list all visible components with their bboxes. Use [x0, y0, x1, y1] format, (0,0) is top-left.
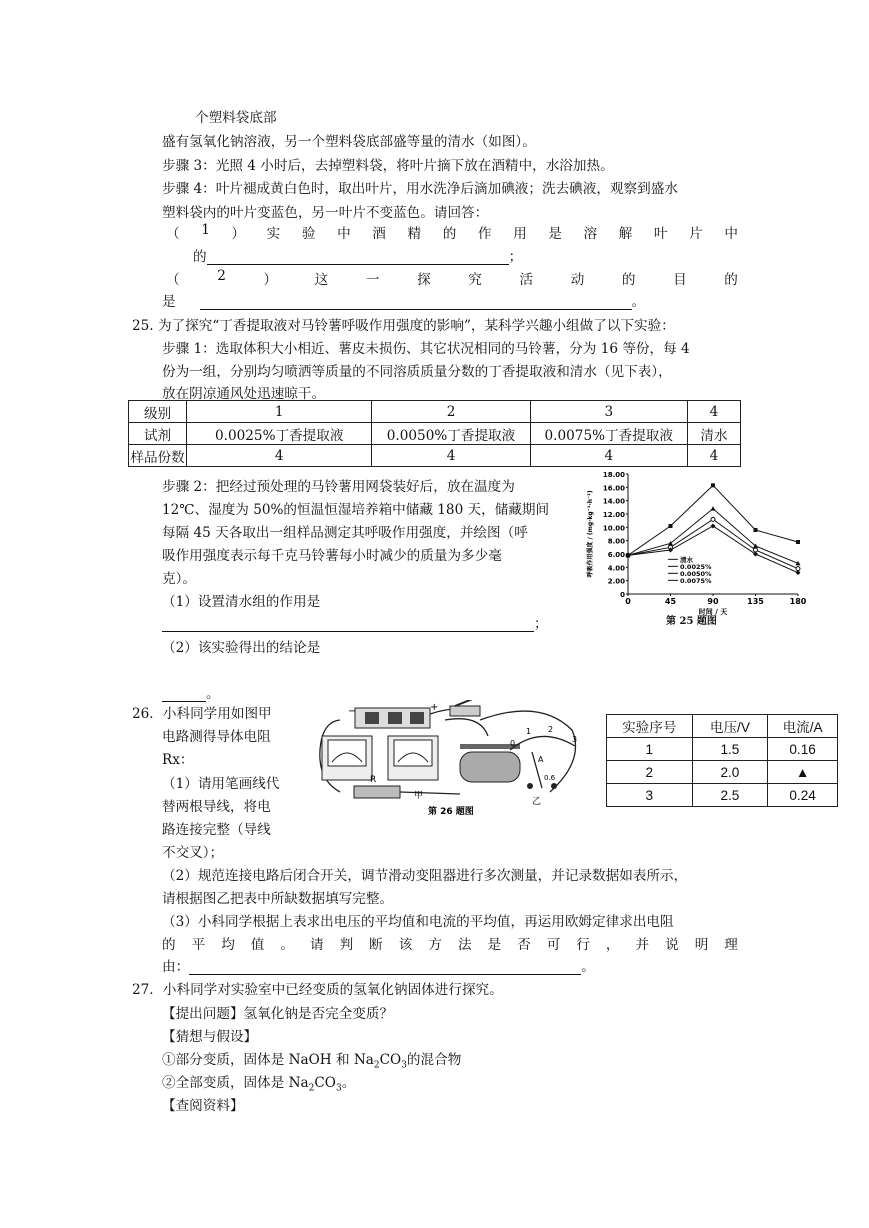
q25-title: 25. 为了探究“丁香提取液对马铃薯呼吸作用强度的影响”，某科学兴趣小组做了以下实验：: [132, 318, 675, 334]
q27-question: 【提出问题】氢氧化钠是否完全变质？: [162, 1006, 394, 1022]
q25-step2-4: 吸作用强度表示每千克马铃薯每小时减少的质量为多少毫: [162, 548, 502, 564]
dial-tick: 0: [510, 739, 516, 748]
q26-line-2: 电路测得导体电阻: [162, 729, 271, 745]
answer-blank[interactable]: [200, 294, 632, 310]
q24-line-1: 个塑料袋底部: [195, 110, 277, 126]
q24-sub2-line: （ 2 ） 这 一 探 究 活 动 的 目 的: [166, 268, 738, 288]
dial-range: 0.6: [544, 774, 556, 782]
data-point: [796, 567, 800, 571]
dial-tick: 2: [548, 725, 554, 734]
table-cell: 样品份数: [129, 445, 187, 467]
q26-sub3-a: （3）小科同学根据上表求出电压的平均值和电流的平均值，再运用欧姆定律求出电阻: [162, 914, 674, 930]
table-cell: 0.0025%丁香提取液: [187, 423, 372, 445]
y-tick-label: 0: [620, 591, 625, 599]
table-cell: 2.5: [692, 784, 768, 807]
q27-hypothesis-2: ②全部变质，固体是 $Na_2CO_3$。: [162, 1075, 356, 1094]
q26-line-5: 替两根导线，将电: [162, 799, 271, 815]
dial-tick: 3: [572, 735, 578, 744]
table-row: [607, 784, 838, 807]
q25-step2-3: 每隔 45 天各取出一组样品测定其呼吸作用强度，并绘图（呼: [162, 525, 528, 541]
table-cell: 0.0075%丁香提取液: [530, 423, 687, 445]
x-tick-label: 45: [664, 597, 677, 606]
table-row: [129, 401, 741, 423]
q26-line-6: 路连接完整（导线: [162, 822, 271, 838]
q26-sub3-answer: 由： 。: [162, 959, 595, 975]
legend-label: 0.0025%: [679, 562, 712, 571]
data-point: [754, 548, 758, 552]
dial-tick: 1: [526, 727, 532, 736]
q25-step2-2: 12℃、湿度为 50%的恒温恒湿培养箱中储藏 180 天，储藏期间: [162, 502, 550, 518]
table-cell: 3: [530, 401, 687, 423]
q25-step2-5: 克）。: [162, 571, 196, 587]
figure-label-yi: 乙: [532, 797, 542, 807]
q25-sub1: （1）设置清水组的作用是: [162, 594, 321, 610]
q26-line-4: （1）请用笔画线代: [162, 776, 280, 792]
q24-sub2-answer: 是 。: [162, 294, 646, 310]
table-cell: 4: [530, 445, 687, 467]
legend-label: 0.0075%: [679, 576, 712, 585]
table-cell: 清水: [687, 423, 740, 445]
legend-label: 清水: [679, 555, 693, 564]
table-cell: 1.5: [692, 738, 768, 761]
q24-sub1-line: （ 1 ） 实 验 中 酒 精 的 作 用 是 溶 解 叶 片 中: [166, 222, 738, 242]
table-cell: 2.0: [692, 761, 768, 784]
table-cell: 3: [607, 784, 693, 807]
table-cell: 2: [607, 761, 693, 784]
q25-step1-cont: 份为一组，分别均匀喷洒等质量的不同溶质质量分数的丁香提取液和清水（见下表），: [162, 364, 672, 380]
figure-caption: 第 26 题图: [428, 807, 474, 817]
data-point: [711, 483, 715, 487]
x-tick-label: 90: [707, 597, 719, 606]
table-cell: 0.16: [768, 738, 838, 761]
y-tick-label: 6.00: [607, 551, 625, 559]
y-axis-label: 呼吸作用强度 / (mg·kg⁻¹·h⁻¹): [587, 490, 594, 578]
table-cell: 4: [687, 401, 740, 423]
dial-unit: A: [538, 755, 544, 764]
switch-icon: [450, 700, 480, 716]
y-tick-label: 14.00: [602, 497, 625, 506]
figure-label-jia: 甲: [414, 791, 424, 801]
table-cell: 1: [607, 738, 693, 761]
respiration-chart: [580, 466, 810, 616]
table-cell: 实验序号: [607, 715, 693, 738]
y-tick-label: 10.00: [602, 524, 625, 533]
data-point: [796, 570, 801, 575]
q27-hypothesis-heading: 【猜想与假设】: [162, 1029, 258, 1045]
table-cell: 4: [372, 445, 530, 467]
ammeter-icon: [388, 736, 438, 780]
answer-blank[interactable]: [189, 959, 581, 975]
plus-terminal: +: [430, 702, 439, 713]
q24-step3: 步骤 3：光照 4 小时后，去掉塑料袋，将叶片摘下放在酒精中，水浴加热。: [162, 158, 614, 174]
table-row: [129, 423, 741, 445]
wire: [445, 719, 488, 736]
y-tick-label: 8.00: [607, 537, 625, 546]
table-row: [607, 761, 838, 784]
answer-blank[interactable]: [162, 686, 206, 702]
x-axis-label: 时间 / 天: [698, 608, 728, 616]
x-tick-label: 180: [789, 597, 807, 606]
answer-blank[interactable]: [162, 616, 534, 632]
y-tick-label: 2.00: [607, 577, 625, 586]
table-row: [607, 738, 838, 761]
table-cell: 级别: [129, 401, 187, 423]
data-point: [669, 524, 673, 528]
q26-sub3-b: 的 平 均 值 。 请 判 断 该 方 法 是 否 可 行 ， 并 说 明 理: [162, 937, 738, 953]
q27-hypothesis-1: ①部分变质，固体是 NaOH 和 $Na_2CO_3$的混合物: [162, 1052, 462, 1071]
q27-references-heading: 【查阅资料】: [162, 1098, 244, 1114]
minus-terminal: −: [348, 706, 357, 717]
q26-line-7: 不交叉）；: [162, 845, 224, 861]
q26-line-3: Rx：: [162, 752, 194, 768]
y-tick-label: 12.00: [602, 511, 625, 519]
chart-caption: 第 25 题图: [666, 616, 717, 627]
resistor-icon: [354, 786, 400, 798]
q24-step4: 步骤 4：叶片褪成黄白色时，取出叶片，用水洗净后滴加碘液；洗去碘液，观察到盛水: [162, 181, 678, 197]
table-cell: 0.24: [768, 784, 838, 807]
y-tick-label: 18.00: [602, 471, 625, 479]
wire: [400, 792, 460, 794]
reagent-table: [128, 400, 741, 467]
table-cell: 2: [372, 401, 530, 423]
y-tick-label: 4.00: [607, 564, 625, 573]
series-line: [628, 526, 798, 573]
x-tick-label: 0: [625, 597, 631, 606]
data-point: [711, 506, 716, 511]
answer-blank[interactable]: [207, 249, 509, 265]
q26-sub2-a: （2）规范连接电路后闭合开关，调节滑动变阻器进行多次测量，并记录数据如表所示，: [162, 868, 688, 884]
table-cell[interactable]: ▲: [768, 761, 838, 784]
table-cell: 4: [187, 445, 372, 467]
data-point: [754, 528, 758, 532]
voltmeter-icon: [322, 736, 372, 780]
legend-label: 0.0050%: [679, 569, 712, 578]
q25-sub1-answer: ；: [162, 612, 548, 632]
resistor-label: R: [370, 775, 377, 785]
data-point: [796, 540, 800, 544]
q25-step1: 步骤 1：选取体积大小相近、薯皮未损伤、其它状况相同的马铃薯，分为 16 等份，每 4: [162, 341, 690, 357]
table-cell: 4: [687, 445, 740, 467]
y-tick-label: 16.00: [602, 484, 625, 493]
q27-title: 27．小科同学对实验室中已经变质的氢氧化钠固体进行探究。: [132, 982, 503, 998]
table-row: [129, 445, 741, 467]
q26-line-1: 26．小科同学用如图甲: [132, 706, 272, 722]
q25-sub2-answer: 。: [162, 682, 220, 702]
circuit-diagram: [310, 700, 600, 820]
table-cell: 电压/V: [692, 715, 768, 738]
battery-icon: [355, 708, 430, 728]
table-cell: 1: [187, 401, 372, 423]
measurement-table: [606, 714, 838, 807]
q26-sub2-b: 请根据图乙把表中所缺数据填写完整。: [162, 891, 394, 907]
q25-sub2: （2）该实验得出的结论是: [162, 640, 321, 656]
data-point: [711, 517, 715, 521]
table-cell: 0.0050%丁香提取液: [372, 423, 530, 445]
q25-step2-1: 步骤 2：把经过预处理的马铃薯用网袋装好后，放在温度为: [162, 479, 515, 495]
x-tick-label: 135: [747, 597, 764, 606]
q24-sub1-answer: 的 ；: [193, 249, 523, 265]
q24-step4-cont: 塑料袋内的叶片变蓝色，另一叶片不变蓝色。请回答：: [162, 205, 489, 221]
table-row: [607, 715, 838, 738]
table-cell: 电流/A: [768, 715, 838, 738]
q24-line-2: 盛有氢氧化钠溶液，另一个塑料袋底部盛等量的清水（如图）。: [162, 134, 536, 150]
q25-step1-end: 放在阴凉通风处迅速晾干。: [162, 386, 326, 402]
table-cell: 试剂: [129, 423, 187, 445]
